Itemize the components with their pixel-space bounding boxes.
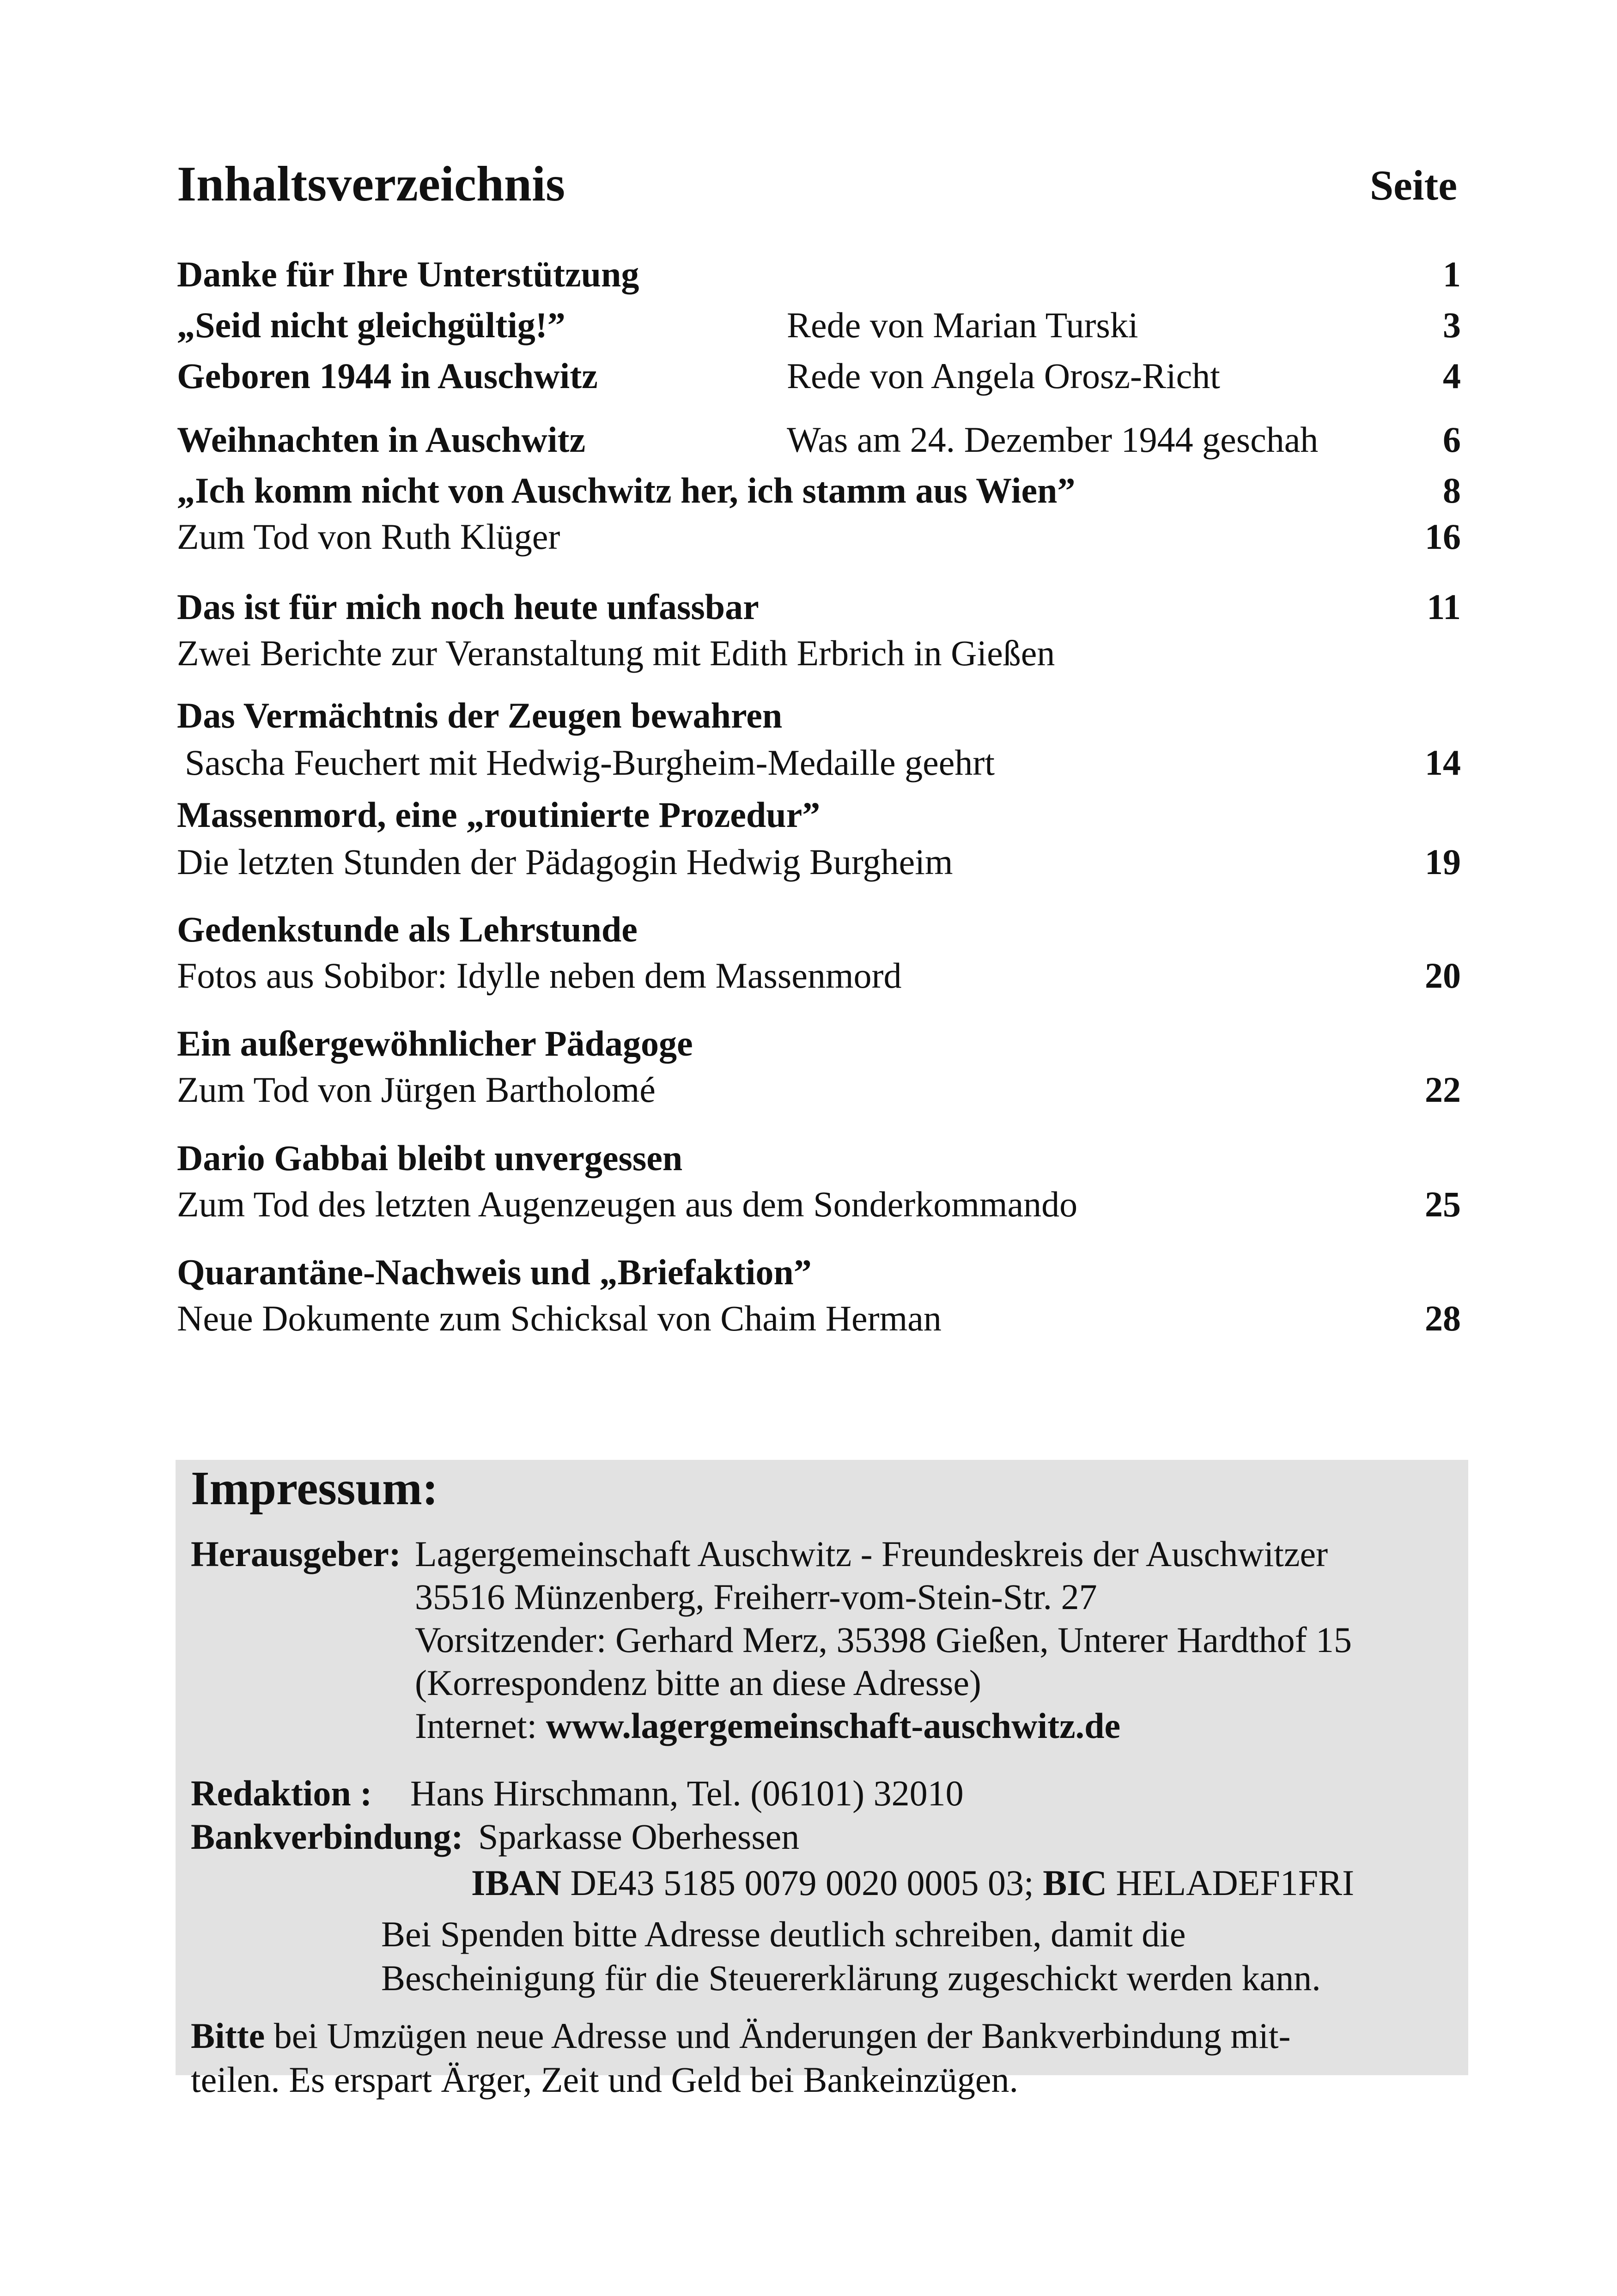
toc-entry-title: Massenmord, eine „routinierte Prozedur”	[177, 795, 821, 835]
toc-title: Inhaltsverzeichnis	[177, 157, 565, 212]
bitte-label: Bitte	[191, 2016, 265, 2056]
toc-entry-title: Gedenkstunde als Lehrstunde	[177, 909, 638, 949]
toc-entry-title: Geboren 1944 in Auschwitz	[177, 356, 598, 396]
redaktion-value: Hans Hirschmann, Tel. (06101) 32010	[410, 1773, 964, 1813]
toc-entry-title: Quarantäne-Nachweis und „Briefaktion”	[177, 1252, 812, 1292]
toc-entry-title: Das ist für mich noch heute unfassbar	[177, 587, 759, 627]
toc-entry-title: Danke für Ihre Unterstützung	[177, 254, 639, 294]
toc-entry-title: Weihnachten in Auschwitz	[177, 419, 586, 460]
bitte-text: bei Umzügen neue Adresse und Änderungen der Bankverbindung mit-	[274, 2016, 1291, 2056]
toc-entry-subtitle: Neue Dokumente zum Schicksal von Chaim Herman	[177, 1298, 942, 1338]
toc-entry-subtitle: Was am 24. Dezember 1944 geschah	[787, 419, 1319, 460]
toc-entry-page: 22	[1425, 1069, 1461, 1110]
toc-entry-page: 14	[1425, 742, 1461, 783]
bitte-line-2: teilen. Es erspart Ärger, Zeit und Geld bei Bankeinzügen.	[191, 2059, 1019, 2100]
internet-label: Internet:	[415, 1706, 537, 1746]
spenden-line: Bescheinigung für die Steuererklärung zugeschickt werden kann.	[381, 1958, 1321, 1998]
toc-entry-page: 16	[1425, 516, 1461, 557]
iban-bic-line	[471, 1865, 1354, 1901]
bitte-line	[191, 2018, 1291, 2054]
bic-label: BIC	[1043, 1863, 1107, 1903]
toc-entry-subtitle: Fotos aus Sobibor: Idylle neben dem Massenmord	[177, 955, 902, 996]
toc-entry-title: Dario Gabbai bleibt unvergessen	[177, 1138, 683, 1178]
toc-entry-page: 6	[1443, 419, 1461, 460]
toc-entry-page: 20	[1425, 955, 1461, 996]
toc-entry-subtitle: Zum Tod des letzten Augenzeugen aus dem Sonderkommando	[177, 1184, 1078, 1224]
toc-entry-subtitle: Rede von Angela Orosz-Richt	[787, 356, 1220, 396]
bank-value: Sparkasse Oberhessen	[478, 1816, 800, 1857]
herausgeber-line: Lagergemeinschaft Auschwitz - Freundeskreis der Auschwitzer	[415, 1534, 1328, 1574]
toc-entry-title: Zum Tod von Ruth Klüger	[177, 516, 560, 557]
toc-entry-page: 19	[1425, 842, 1461, 882]
herausgeber-label: Herausgeber:	[191, 1534, 401, 1574]
herausgeber-line: (Korrespondenz bitte an diese Adresse)	[415, 1663, 981, 1703]
toc-entry-subtitle: Die letzten Stunden der Pädagogin Hedwig Burgheim	[177, 842, 953, 882]
herausgeber-line: 35516 Münzenberg, Freiherr-vom-Stein-Str. 27	[415, 1577, 1097, 1617]
toc-entry-page: 3	[1443, 305, 1461, 345]
bic-value: HELADEF1FRI	[1116, 1863, 1355, 1903]
toc-page-header: Seite	[1370, 162, 1458, 209]
toc-entry-page: 1	[1443, 254, 1461, 294]
toc-entry-title: Ein außergewöhnlicher Pädagoge	[177, 1023, 693, 1063]
toc-entry-page: 4	[1443, 356, 1461, 396]
iban-label: IBAN	[471, 1863, 562, 1903]
impressum-title: Impressum:	[191, 1462, 438, 1515]
toc-entry-page: 28	[1425, 1298, 1461, 1338]
toc-entry-title: „Seid nicht gleichgültig!”	[177, 305, 565, 345]
toc-entry-subtitle: Zum Tod von Jürgen Bartholomé	[177, 1069, 656, 1110]
toc-entry-page: 11	[1427, 587, 1461, 627]
toc-entry-title: Das Vermächtnis der Zeugen bewahren	[177, 695, 783, 735]
bank-label: Bankverbindung:	[191, 1816, 463, 1857]
website-link[interactable]: www.lagergemeinschaft-auschwitz.de	[546, 1706, 1121, 1746]
redaktion-label: Redaktion :	[191, 1773, 372, 1813]
toc-entry-subtitle: Rede von Marian Turski	[787, 305, 1138, 345]
iban-value: DE43 5185 0079 0020 0005 03;	[570, 1863, 1034, 1903]
spenden-line: Bei Spenden bitte Adresse deutlich schreiben, damit die	[381, 1914, 1186, 1954]
herausgeber-line: Vorsitzender: Gerhard Merz, 35398 Gießen, Unterer Hardthof 15	[415, 1620, 1352, 1660]
toc-entry-title: „Ich komm nicht von Auschwitz her, ich stamm aus Wien”	[177, 470, 1076, 510]
toc-entry-subtitle: Zwei Berichte zur Veranstaltung mit Edith Erbrich in Gießen	[177, 633, 1055, 673]
internet-line	[415, 1708, 1120, 1744]
toc-entry-page: 25	[1425, 1184, 1461, 1224]
toc-entry-page: 8	[1443, 470, 1461, 510]
toc-entry-subtitle: Sascha Feuchert mit Hedwig-Burgheim-Medaille geehrt	[185, 742, 995, 783]
